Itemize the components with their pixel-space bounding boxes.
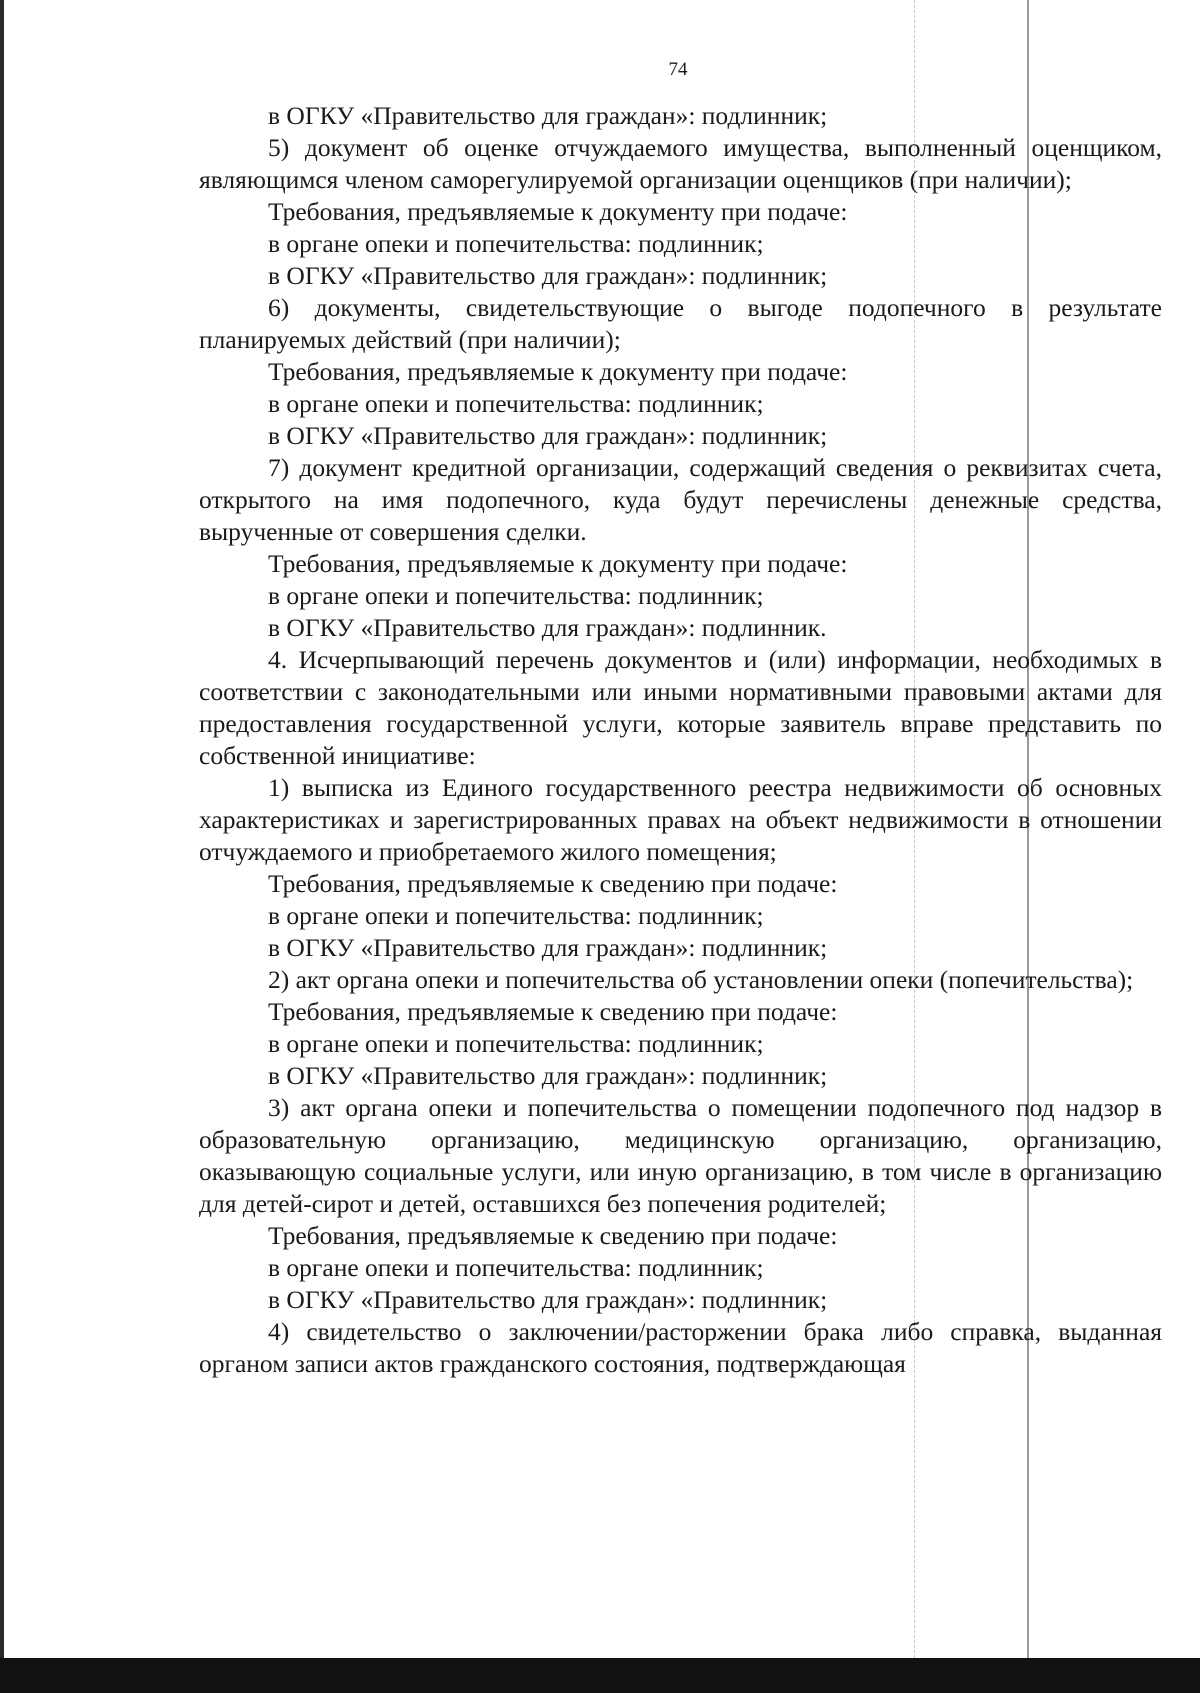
paragraph: 3) акт органа опеки и попечительства о помещении подопечного под надзор в образовательную организацию, медицинскую организацию, организацию, оказывающую социальные услуги, или иную организацию, в том числе в организацию для детей-сирот и детей, оставшихся без попечения родителей;: [199, 1093, 1162, 1218]
paragraph: 5) документ об оценке отчуждаемого имущества, выполненный оценщиком, являющимся членом саморегулируемой организации оценщиков (при наличии);: [199, 133, 1162, 194]
paragraph: Требования, предъявляемые к сведению при подаче:: [268, 1221, 838, 1250]
paragraph: в органе опеки и попечительства: подлинник;: [268, 1253, 764, 1282]
scan-left-edge: [0, 0, 4, 1693]
paragraph: в ОГКУ «Правительство для граждан»: подлинник;: [268, 101, 828, 130]
paragraph: Требования, предъявляемые к документу при подаче:: [268, 549, 848, 578]
paragraph: Требования, предъявляемые к сведению при подаче:: [268, 869, 838, 898]
paragraph: в ОГКУ «Правительство для граждан»: подлинник;: [268, 1061, 828, 1090]
paragraph: в органе опеки и попечительства: подлинник;: [268, 1029, 764, 1058]
paragraph: в ОГКУ «Правительство для граждан»: подлинник.: [268, 613, 827, 642]
document-body: [199, 100, 1162, 1380]
paragraph: в органе опеки и попечительства: подлинник;: [268, 229, 764, 258]
paragraph: Требования, предъявляемые к документу при подаче:: [268, 357, 848, 386]
paragraph: в ОГКУ «Правительство для граждан»: подлинник;: [268, 933, 828, 962]
page-number: 74: [668, 59, 688, 80]
paragraph: в ОГКУ «Правительство для граждан»: подлинник;: [268, 261, 828, 290]
paragraph: 1) выписка из Единого государственного реестра недвижимости об основных характеристиках и зарегистрированных правах на объект недвижимости в отношении отчуждаемого и приобретаемого жилого помещения;: [199, 773, 1162, 866]
paragraph: в ОГКУ «Правительство для граждан»: подлинник;: [268, 1285, 828, 1314]
paragraph: 2) акт органа опеки и попечительства об установлении опеки (попечительства);: [268, 965, 1134, 994]
paragraph: 7) документ кредитной организации, содержащий сведения о реквизитах счета, открытого на имя подопечного, куда будут перечислены денежные средства, вырученные от совершения сделки.: [199, 453, 1162, 546]
paragraph: в органе опеки и попечительства: подлинник;: [268, 901, 764, 930]
paragraph: Требования, предъявляемые к сведению при подаче:: [268, 997, 838, 1026]
paragraph: в органе опеки и попечительства: подлинник;: [268, 581, 764, 610]
paragraph: 4. Исчерпывающий перечень документов и (или) информации, необходимых в соответствии с законодательными или иными нормативными правовыми актами для предоставления государственной услуги, которые заявитель вправе представить по собственной инициативе:: [199, 645, 1162, 770]
paragraph: в органе опеки и попечительства: подлинник;: [268, 389, 764, 418]
paragraph: в ОГКУ «Правительство для граждан»: подлинник;: [268, 421, 828, 450]
paragraph: 6) документы, свидетельствующие о выгоде подопечного в результате планируемых действий (при наличии);: [199, 293, 1162, 354]
paragraph: 4) свидетельство о заключении/расторжении брака либо справка, выданная органом записи актов гражданского состояния, подтверждающая: [199, 1317, 1162, 1378]
paragraph: Требования, предъявляемые к документу при подаче:: [268, 197, 848, 226]
scan-bottom-edge: [0, 1658, 1200, 1693]
